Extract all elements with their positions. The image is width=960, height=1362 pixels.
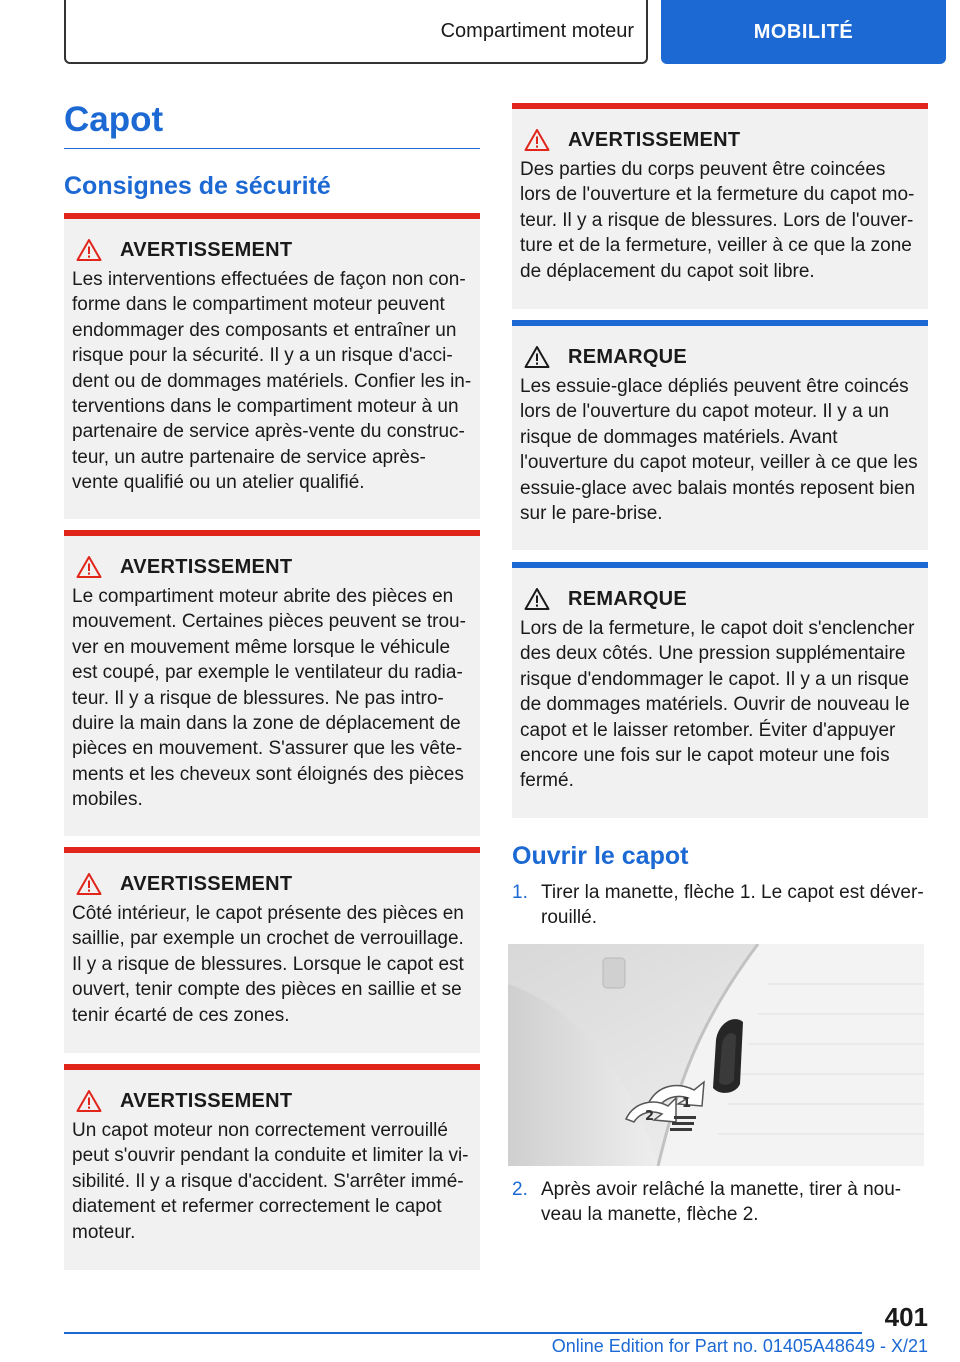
header-chapter-label: MOBILITÉ (753, 20, 854, 43)
section-heading-open-hood: Ouvrir le capot (512, 842, 689, 870)
box-title: AVERTISSEMENT (120, 1089, 293, 1112)
warning-box (64, 530, 480, 836)
box-title: REMARQUE (568, 345, 688, 368)
step-item (512, 1177, 928, 1228)
hood-release-lever-photo (508, 944, 924, 1166)
header-chapter-tab (661, 0, 946, 64)
step-text: Après avoir relâché la manette, tirer à nouveau la manette, flèche 2. (541, 1179, 902, 1226)
page-title: Capot (64, 100, 480, 149)
warning-box (64, 1064, 480, 1270)
step-number: 1. (512, 882, 528, 903)
warning-triangle-icon (76, 1089, 102, 1113)
box-text: Les interventions effectuées de façon non conforme dans le compartiment moteur peuvent endommager des composants et entraîner un risque pour la sécurité. Il y a un risque d'accident ou de dommages matériels. Confier les interventions dans le compartiment moteur à un partenaire de service après-vente du constructeur, un autre partenaire de service après-vente qualifié ou un atelier qualifié. (72, 269, 472, 494)
section-heading-safety: Consignes de sécurité (64, 172, 331, 200)
box-title: AVERTISSEMENT (120, 238, 293, 261)
box-text: Des parties du corps peuvent être coincées lors de l'ouverture et la fermeture du capot moteur. Il y a risque de blessures. Lors de l'ouverture et de la fermeture, veiller à ce que la zone de déplacement du capot soit libre. (520, 159, 915, 282)
header-section-tab (64, 0, 648, 64)
box-text: Les essuie-glace dépliés peuvent être coincés lors de l'ouverture du capot moteur. Il y a un risque de dommages matériels. Avant l'ouverture du capot moteur, veiller à ce que les essuie-glace avec balais montés reposent bien sur le pare-brise. (520, 376, 918, 525)
warning-triangle-icon (76, 238, 102, 262)
header-section-label: Compartiment moteur (440, 19, 634, 42)
step-item (512, 880, 928, 931)
footer-edition-text: Online Edition for Part no. 01405A48649 - X/21 (551, 1336, 928, 1356)
warning-triangle-icon (524, 587, 550, 611)
photo-arrow-label: 2 (645, 1109, 655, 1124)
box-title: AVERTISSEMENT (120, 555, 293, 578)
warning-box (64, 847, 480, 1053)
warning-triangle-icon (76, 872, 102, 896)
warning-triangle-icon (524, 128, 550, 152)
photo-arrow-label: 1 (682, 1096, 692, 1111)
footer-divider (64, 1332, 862, 1334)
box-title: AVERTISSEMENT (120, 872, 293, 895)
note-box (512, 320, 928, 550)
note-box (512, 562, 928, 818)
warning-triangle-icon (76, 555, 102, 579)
box-text: Côté intérieur, le capot présente des pièces en saillie, par exemple un crochet de verrouillage. Il y a risque de blessures. Lorsque le capot est ouvert, tenir compte des pièces en saillie et se tenir écarté de ces zones. (72, 903, 464, 1026)
warning-box (64, 213, 480, 519)
page-number: 401 (884, 1302, 928, 1332)
box-text: Le compartiment moteur abrite des pièces en mouvement. Certaines pièces peuvent se trouver en mouvement même lorsque le véhicule est coupé, par exemple le ventilateur du radiateur. Il y a risque de blessures. Ne pas introduire la main dans la zone de déplacement de pièces en mouvement. S'assurer que les vêtements et les cheveux sont éloignés des pièces mobiles. (72, 586, 466, 811)
warning-box (512, 103, 928, 309)
box-text: Lors de la fermeture, le capot doit s'enclencher des deux côtés. Une pression supplémentaire risque d'endommager le capot. Il y a un risque de dommages matériels. Ouvrir de nouveau le capot et le laisser retomber. Éviter d'appuyer encore une fois sur le capot moteur une fois fermé. (520, 618, 915, 792)
box-title: AVERTISSEMENT (568, 128, 741, 151)
box-title: REMARQUE (568, 587, 688, 610)
step-number: 2. (512, 1179, 528, 1200)
step-text: Tirer la manette, flèche 1. Le capot est déverrouillé. (541, 882, 924, 929)
box-text: Un capot moteur non correctement verrouillé peut s'ouvrir pendant la conduite et limiter la visibilité. Il y a risque d'accident. S'arrêter immédiatement et refermer correctement le capot moteur. (72, 1120, 469, 1243)
warning-triangle-icon (524, 345, 550, 369)
